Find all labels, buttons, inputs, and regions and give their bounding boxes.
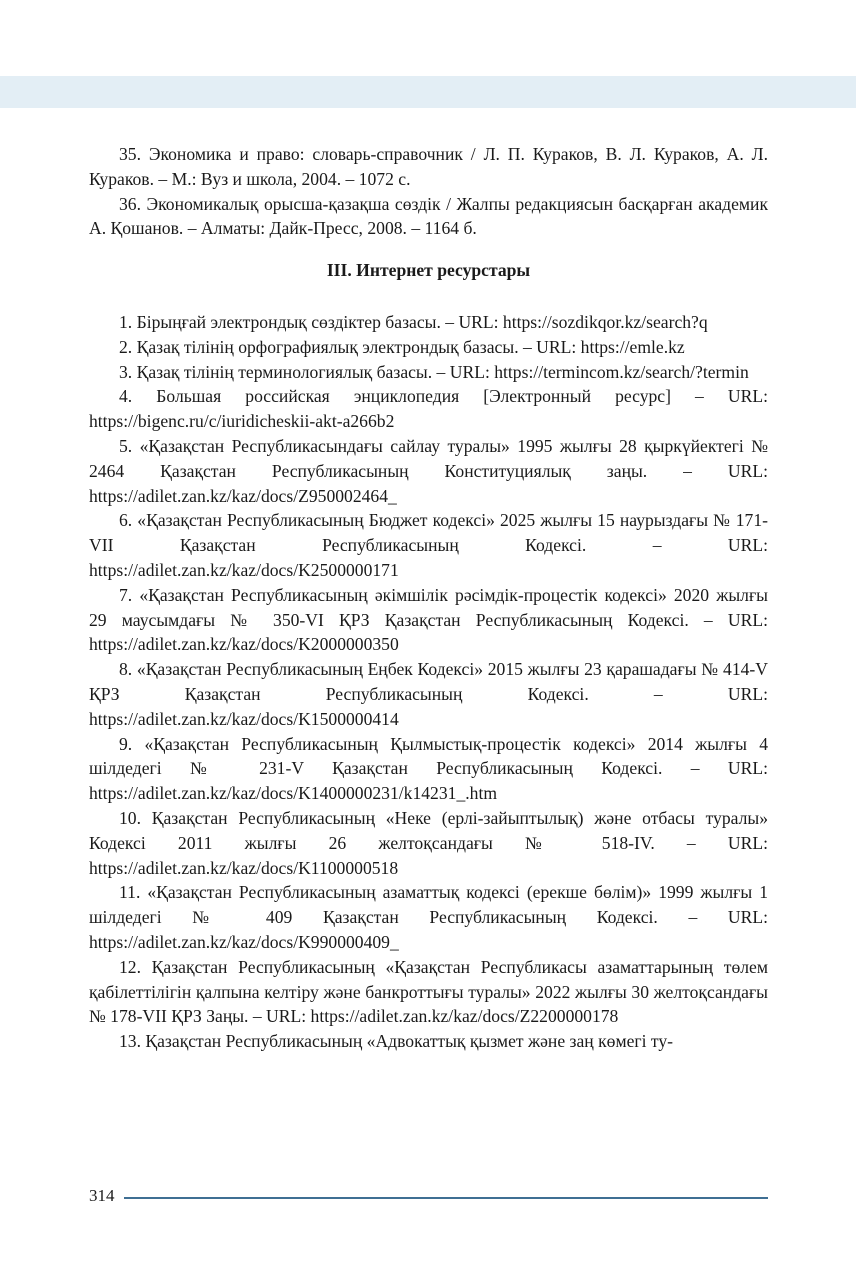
internet-entry-6: 6. «Қазақстан Республикасының Бюджет кодексі» 2025 жылғы 15 наурыздағы № 171-VII Қазақстан Республикасының Кодексі. – URL: https://adilet.zan.kz/kaz/docs/K2500000171 (89, 510, 768, 580)
footer-rule (124, 1197, 768, 1199)
section-heading: III. Интернет ресурстары (326, 260, 531, 281)
internet-entry-1: 1. Бірыңғай электрондық сөздіктер базасы. – URL: https://sozdikqor.kz/search?q (119, 311, 708, 332)
bibliography (89, 142, 768, 1054)
internet-entry-13: 13. Қазақстан Республикасының «Адвокаттық қызмет және заң көмегі ту- (119, 1031, 674, 1052)
internet-entry-3: 3. Қазақ тілінің терминологиялық базасы. – URL: https://termincom.kz/search/?termin (119, 361, 749, 382)
internet-entry-9: 9. «Қазақстан Республикасының Қылмыстық-процестік кодексі» 2014 жылғы 4 шілдедегі № 231-V Қазақстан Республикасының Кодексі. – URL: https://adilet.zan.kz/kaz/docs/K1400000231/k14231_.htm (89, 733, 768, 804)
internet-entry-7: 7. «Қазақстан Республикасының әкімшілік рәсімдік-процестік кодексі» 2020 жылғы 29 маусымдағы № 350-VI ҚРЗ Қазақстан Республикасының Кодексі. – URL: https://adilet.zan.kz/kaz/docs/K2000000350 (89, 584, 768, 655)
header-band (0, 76, 856, 108)
internet-entry-10: 10. Қазақстан Республикасының «Неке (ерлі-зайыптылық) және отбасы туралы» Кодексі 2011 жылғы 26 желтоқсандағы № 518-IV. – URL: https://adilet.zan.kz/kaz/docs/K1100000518 (89, 807, 768, 878)
internet-entry-5: 5. «Қазақстан Республикасындағы сайлау туралы» 1995 жылғы 28 қыркүйектегі № 2464 Қазақстан Республикасының Конституциялық заңы. – URL: https://adilet.zan.kz/kaz/docs/Z950002464_ (89, 435, 768, 506)
internet-entry-11: 11. «Қазақстан Республикасының азаматтық кодексі (ерекше бөлім)» 1999 жылғы 1 шілдедегі № 409 Қазақстан Республикасының Кодексі. – URL: https://adilet.zan.kz/kaz/docs/K990000409_ (89, 882, 768, 952)
bibliography-entry-36: 36. Экономикалық орысша-қазақша сөздік / Жалпы редакциясын басқарған академик А. Қошанов. – Алматы: Дайк-Пресс, 2008. – 1164 б. (89, 193, 768, 239)
internet-entry-2: 2. Қазақ тілінің орфографиялық электрондық базасы. – URL: https://emle.kz (119, 336, 685, 357)
internet-entry-12: 12. Қазақстан Республикасының «Қазақстан Республикасы азаматтарының төлем қабілеттілігін қалпына келтіру және банкроттығы туралы» 2022 жылғы 30 желтоқсандағы № 178-VII ҚРЗ Заңы. – URL: https://adilet.zan.kz/kaz/docs/Z2200000178 (89, 956, 768, 1027)
internet-entry-4: 4. Большая российская энциклопедия [Электронный ресурс] – URL: https://bigenc.ru/c/iuridicheskii-akt-a266b2 (89, 386, 768, 432)
page-number: 314 (89, 1186, 115, 1205)
bibliography-entry-35: 35. Экономика и право: словарь-справочник / Л. П. Кураков, В. Л. Кураков, А. Л. Кураков. – М.: Вуз и школа, 2004. – 1072 с. (89, 144, 768, 189)
internet-entry-8: 8. «Қазақстан Республикасының Еңбек Кодексі» 2015 жылғы 23 қарашадағы № 414-V ҚРЗ Қазақстан Республикасының Кодексі. – URL: https://adilet.zan.kz/kaz/docs/K1500000414 (89, 659, 768, 729)
